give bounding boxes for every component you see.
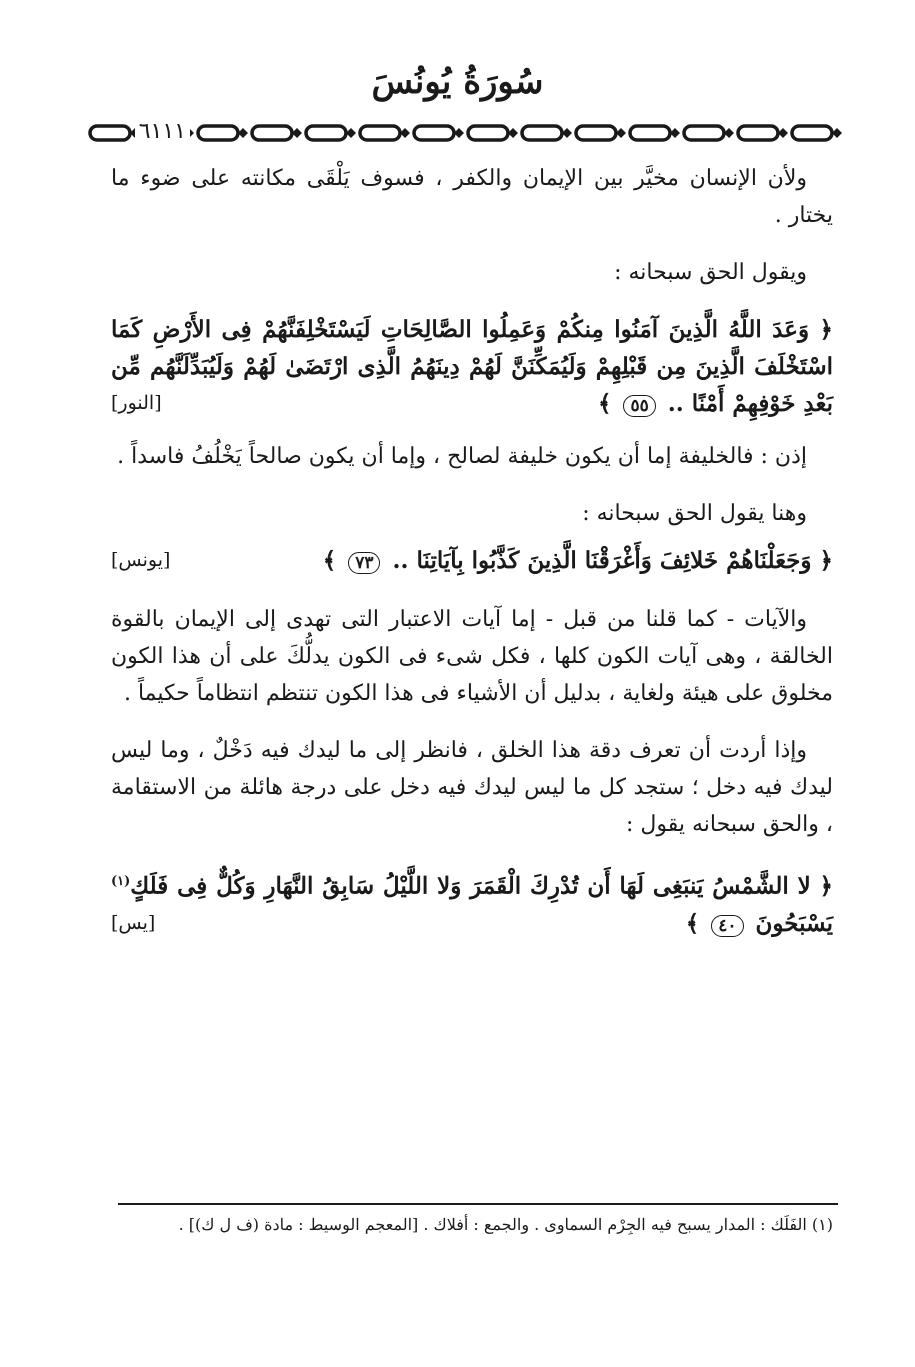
paragraph-3: إذن : فالخليفة إما أن يكون خليفة لصالح ، وإما أن يكون صالحاً يَخْلُفُ فاسداً .: [117, 444, 807, 469]
quran-verse-yasin-40: [111, 863, 833, 942]
verse-source: [يونس]: [111, 549, 171, 571]
verse-close-bracket: ﴾: [322, 547, 337, 574]
paragraph-6: وإذا أردت أن تعرف دقة هذا الخلق ، فانظر إلى ما ليدك فيه دَخْلٌ ، وما ليس ليدك فيه دخل ؛ ستجد كل ما ليس ليدك فيه دخل على درجة هائلة من الاستقامة ، والحق سبحانه يقول :: [111, 738, 833, 837]
verse-close-bracket: ﴾: [685, 909, 700, 937]
paragraph-4: وهنا يقول الحق سبحانه :: [582, 501, 807, 526]
verse-text: وَجَعَلْنَاهُمْ خَلائِفَ وَأَغْرَقْنَا الَّذِينَ كَذَّبُوا بِآيَاتِنَا ..: [392, 547, 812, 574]
ornamental-header-band: [88, 118, 858, 148]
verse-source: [النور]: [111, 392, 162, 414]
chain-ornament-icon: [88, 118, 858, 148]
page-body: [111, 160, 833, 958]
quran-verse-nur-55: [111, 311, 833, 422]
footnote-marker: (١): [111, 874, 131, 889]
verse-open-bracket: ﴿: [819, 547, 833, 574]
footnote-divider: [118, 1203, 838, 1205]
verse-text: وَعَدَ اللَّهُ الَّذِينَ آمَنُوا مِنكُمْ وَعَمِلُوا الصَّالِحَاتِ لَيَسْتَخْلِفَنَّهُمْ فِى الأَرْضِ كَمَا اسْتَخْلَفَ الَّذِينَ مِن قَبْلِهِمْ وَلَيُمَكِّنَنَّ لَهُمْ دِينَهُمُ الَّذِى ارْتَضَىٰ لَهُمْ وَلَيُبَدِّلَنَّهُم مِّن بَعْدِ خَوْفِهِمْ أَمْنًا ..: [111, 316, 833, 417]
verse-open-bracket: ﴿: [819, 872, 833, 900]
ayah-number: ٥٥: [623, 395, 655, 417]
verse-text-continued: يَسْبَحُونَ: [755, 909, 833, 937]
verse-close-bracket: ﴾: [597, 390, 612, 417]
page-number: ٦١١١: [135, 119, 190, 145]
paragraph-2: ويقول الحق سبحانه :: [614, 260, 807, 285]
verse-text: لا الشَّمْسُ يَنبَغِى لَهَا أَن تُدْرِكَ الْقَمَرَ وَلا اللَّيْلُ سَابِقُ النَّهَارِ وَكُلٌّ فِى فَلَكٍ: [130, 872, 811, 900]
verse-open-bracket: ﴿: [819, 316, 833, 343]
verse-source: [يس]: [111, 911, 156, 934]
ayah-number: ٤٠: [711, 915, 743, 937]
paragraph-5: والآيات - كما قلنا من قبل - إما آيات الاعتبار التى تهدى إلى الإيمان بالقوة الخالقة ، وهى آيات الكون كلها ، فكل شىء فى الكون يدلُّكَ على أن هذا الكون مخلوق على هيئة ولغاية ، بدليل أن الأشياء فى هذا الكون تنتظم انتظاماً حكيماً .: [111, 607, 833, 706]
surah-title: سُورَةُ يُونُسَ: [371, 62, 544, 102]
footnote: (١) الفَلَك : المدار يسبح فيه الجِرْم السماوى . والجمع : أفلاك . [المعجم الوسيط : مادة (ف ل ك)] .: [178, 1215, 833, 1234]
paragraph-1: ولأن الإنسان مخيَّر بين الإيمان والكفر ، فسوف يَلْقَى مكانته على ضوء ما يختار .: [111, 166, 833, 228]
quran-verse-yunus-73: [111, 542, 833, 579]
ayah-number: ٧٣: [348, 552, 380, 574]
